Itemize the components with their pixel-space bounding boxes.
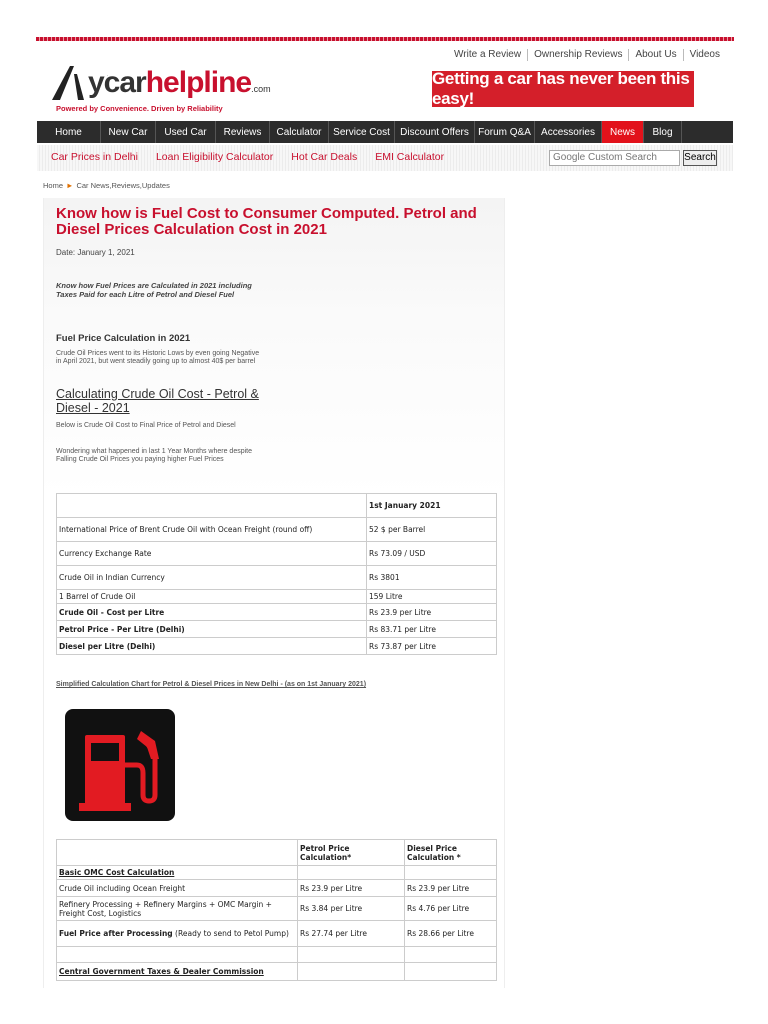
table-cell (405, 963, 497, 981)
table-row (57, 590, 497, 604)
table-header-row (57, 840, 497, 866)
central-taxes-heading: Central Government Taxes & Dealer Commission (57, 963, 298, 981)
crude-history-paragraph: Crude Oil Prices went to its Historic Lows by even going Negative in April 2021, but went steadily going up to almost 40$ per barrel (56, 350, 260, 365)
petrol-header: Petrol Price Calculation* (298, 840, 405, 866)
breadcrumb-current[interactable]: Car News,Reviews,Updates (76, 181, 170, 190)
search-button[interactable]: Search (683, 150, 717, 166)
nav-item-reviews[interactable]: Reviews (216, 121, 270, 143)
row-value: Rs 23.9 per Litre (367, 604, 497, 621)
row-label-text: Refinery Processing + Refinery Margins + OMC Margin + Freight Cost, Logistics (59, 899, 272, 918)
logo-part-1: ycar (88, 66, 146, 99)
logo-dotcom: .com (251, 84, 271, 94)
nav-item-discount-offers[interactable]: Discount Offers (395, 121, 475, 143)
fuel-calculation-table (56, 839, 497, 981)
nav-item-new-car[interactable]: New Car (101, 121, 156, 143)
calculation-chart-link[interactable]: Simplified Calculation Chart for Petrol & Diesel Prices in New Delhi - (as on 1st January 2021) (56, 681, 367, 688)
spacer-row (57, 947, 497, 963)
ownership-reviews-link[interactable]: Ownership Reviews (527, 49, 628, 61)
table-cell (298, 947, 405, 963)
table-header-row (57, 494, 497, 518)
nav-item-forum-q-a[interactable]: Forum Q&A (475, 121, 535, 143)
row-label: Currency Exchange Rate (57, 542, 367, 566)
diesel-header: Diesel Price Calculation * (405, 840, 497, 866)
site-logo[interactable] (44, 56, 274, 116)
nav-item-home[interactable]: Home (37, 121, 101, 143)
article-title: Know how is Fuel Cost to Consumer Computed. Petrol and Diesel Prices Calculation Cost in 2021 (56, 205, 477, 238)
row-label-text: (Ready to send to Petol Pump) (172, 929, 289, 938)
article-content (43, 198, 505, 988)
wondering-paragraph: Wondering what happened in last 1 Year Months where despite Falling Crude Oil Prices you paying higher Fuel Prices (56, 448, 253, 463)
table-cell (57, 494, 367, 518)
row-label (57, 880, 298, 897)
fuel-calc-heading: Fuel Price Calculation in 2021 (56, 333, 191, 344)
top-links (448, 49, 726, 61)
table-cell (298, 866, 405, 880)
top-decorative-strip (36, 37, 734, 41)
row-value: Rs 73.09 / USD (367, 542, 497, 566)
promo-banner[interactable]: Getting a car has never been this easy! (432, 71, 694, 107)
table-row (57, 921, 497, 947)
fuel-pump-icon (55, 695, 187, 829)
nav-item-service-cost[interactable]: Service Cost (329, 121, 395, 143)
search-input[interactable]: Google Custom Search (549, 150, 680, 166)
table-row (57, 880, 497, 897)
row-label: Petrol Price - Per Litre (Delhi) (57, 621, 367, 638)
row-value: Rs 73.87 per Litre (367, 638, 497, 655)
table-cell (405, 947, 497, 963)
petrol-value: Rs 3.84 per Litre (298, 897, 405, 921)
row-label: International Price of Brent Crude Oil with Ocean Freight (round off) (57, 518, 367, 542)
nav-item-calculator[interactable]: Calculator (270, 121, 329, 143)
sub-nav (37, 145, 733, 171)
row-label (57, 921, 298, 947)
article-intro: Know how Fuel Prices are Calculated in 2021 including Taxes Paid for each Litre of Petrol and Diesel Fuel (56, 281, 252, 299)
row-value: 159 Litre (367, 590, 497, 604)
row-label: Diesel per Litre (Delhi) (57, 638, 367, 655)
table-row (57, 542, 497, 566)
petrol-value: Rs 23.9 per Litre (298, 880, 405, 897)
nav-item-used-car[interactable]: Used Car (156, 121, 216, 143)
table-cell (405, 866, 497, 880)
row-label (57, 897, 298, 921)
nav-item-accessories[interactable]: Accessories (535, 121, 602, 143)
logo-wordmark (88, 66, 271, 100)
table-cell (298, 963, 405, 981)
crude-cost-paragraph: Below is Crude Oil Cost to Final Price of Petrol and Diesel (56, 422, 236, 429)
nav-item-blog[interactable]: Blog (644, 121, 682, 143)
row-value: Rs 3801 (367, 566, 497, 590)
loan-eligibility-link[interactable]: Loan Eligibility Calculator (155, 151, 274, 163)
emi-calculator-link[interactable]: EMI Calculator (375, 151, 445, 163)
table-row (57, 518, 497, 542)
row-label-text: Crude Oil including Ocean Freight (59, 883, 186, 893)
row-value: Rs 83.71 per Litre (367, 621, 497, 638)
article-date: Date: January 1, 2021 (56, 248, 135, 257)
section-row (57, 866, 497, 880)
table-row (57, 566, 497, 590)
row-label: Crude Oil in Indian Currency (57, 566, 367, 590)
row-label-bold: Fuel Price after Processing (59, 929, 173, 938)
crude-cost-heading: Calculating Crude Oil Cost - Petrol & Diesel - 2021 (56, 387, 259, 415)
table-cell (57, 840, 298, 866)
table-row (57, 638, 497, 655)
logo-tagline: Powered by Convenience. Driven by Reliability (56, 104, 223, 113)
write-review-link[interactable]: Write a Review (454, 49, 522, 60)
crude-cost-table (56, 493, 497, 655)
table-row (57, 897, 497, 921)
row-label: 1 Barrel of Crude Oil (57, 590, 367, 604)
breadcrumb-home[interactable]: Home (43, 181, 64, 190)
diesel-value: Rs 28.66 per Litre (405, 921, 497, 947)
videos-link[interactable]: Videos (683, 49, 726, 61)
diesel-value: Rs 4.76 per Litre (405, 897, 497, 921)
nav-item-news[interactable]: News (602, 121, 644, 143)
table-row (57, 604, 497, 621)
section-row (57, 963, 497, 981)
hot-car-deals-link[interactable]: Hot Car Deals (291, 151, 358, 163)
about-us-link[interactable]: About Us (628, 49, 682, 61)
fuel-pump-image (55, 695, 187, 829)
main-nav (37, 121, 733, 143)
row-label: Crude Oil - Cost per Litre (57, 604, 367, 621)
breadcrumb (43, 181, 170, 190)
row-value: 52 $ per Barrel (367, 518, 497, 542)
petrol-value: Rs 27.74 per Litre (298, 921, 405, 947)
table-header-date: 1st January 2021 (367, 494, 497, 518)
basic-omc-heading: Basic OMC Cost Calculation (57, 866, 298, 880)
diesel-value: Rs 23.9 per Litre (405, 880, 497, 897)
car-prices-delhi-link[interactable]: Car Prices in Delhi (51, 151, 138, 163)
table-cell (57, 947, 298, 963)
table-row (57, 621, 497, 638)
breadcrumb-arrow-icon: ► (66, 181, 74, 190)
logo-part-2: helpline (145, 66, 252, 99)
